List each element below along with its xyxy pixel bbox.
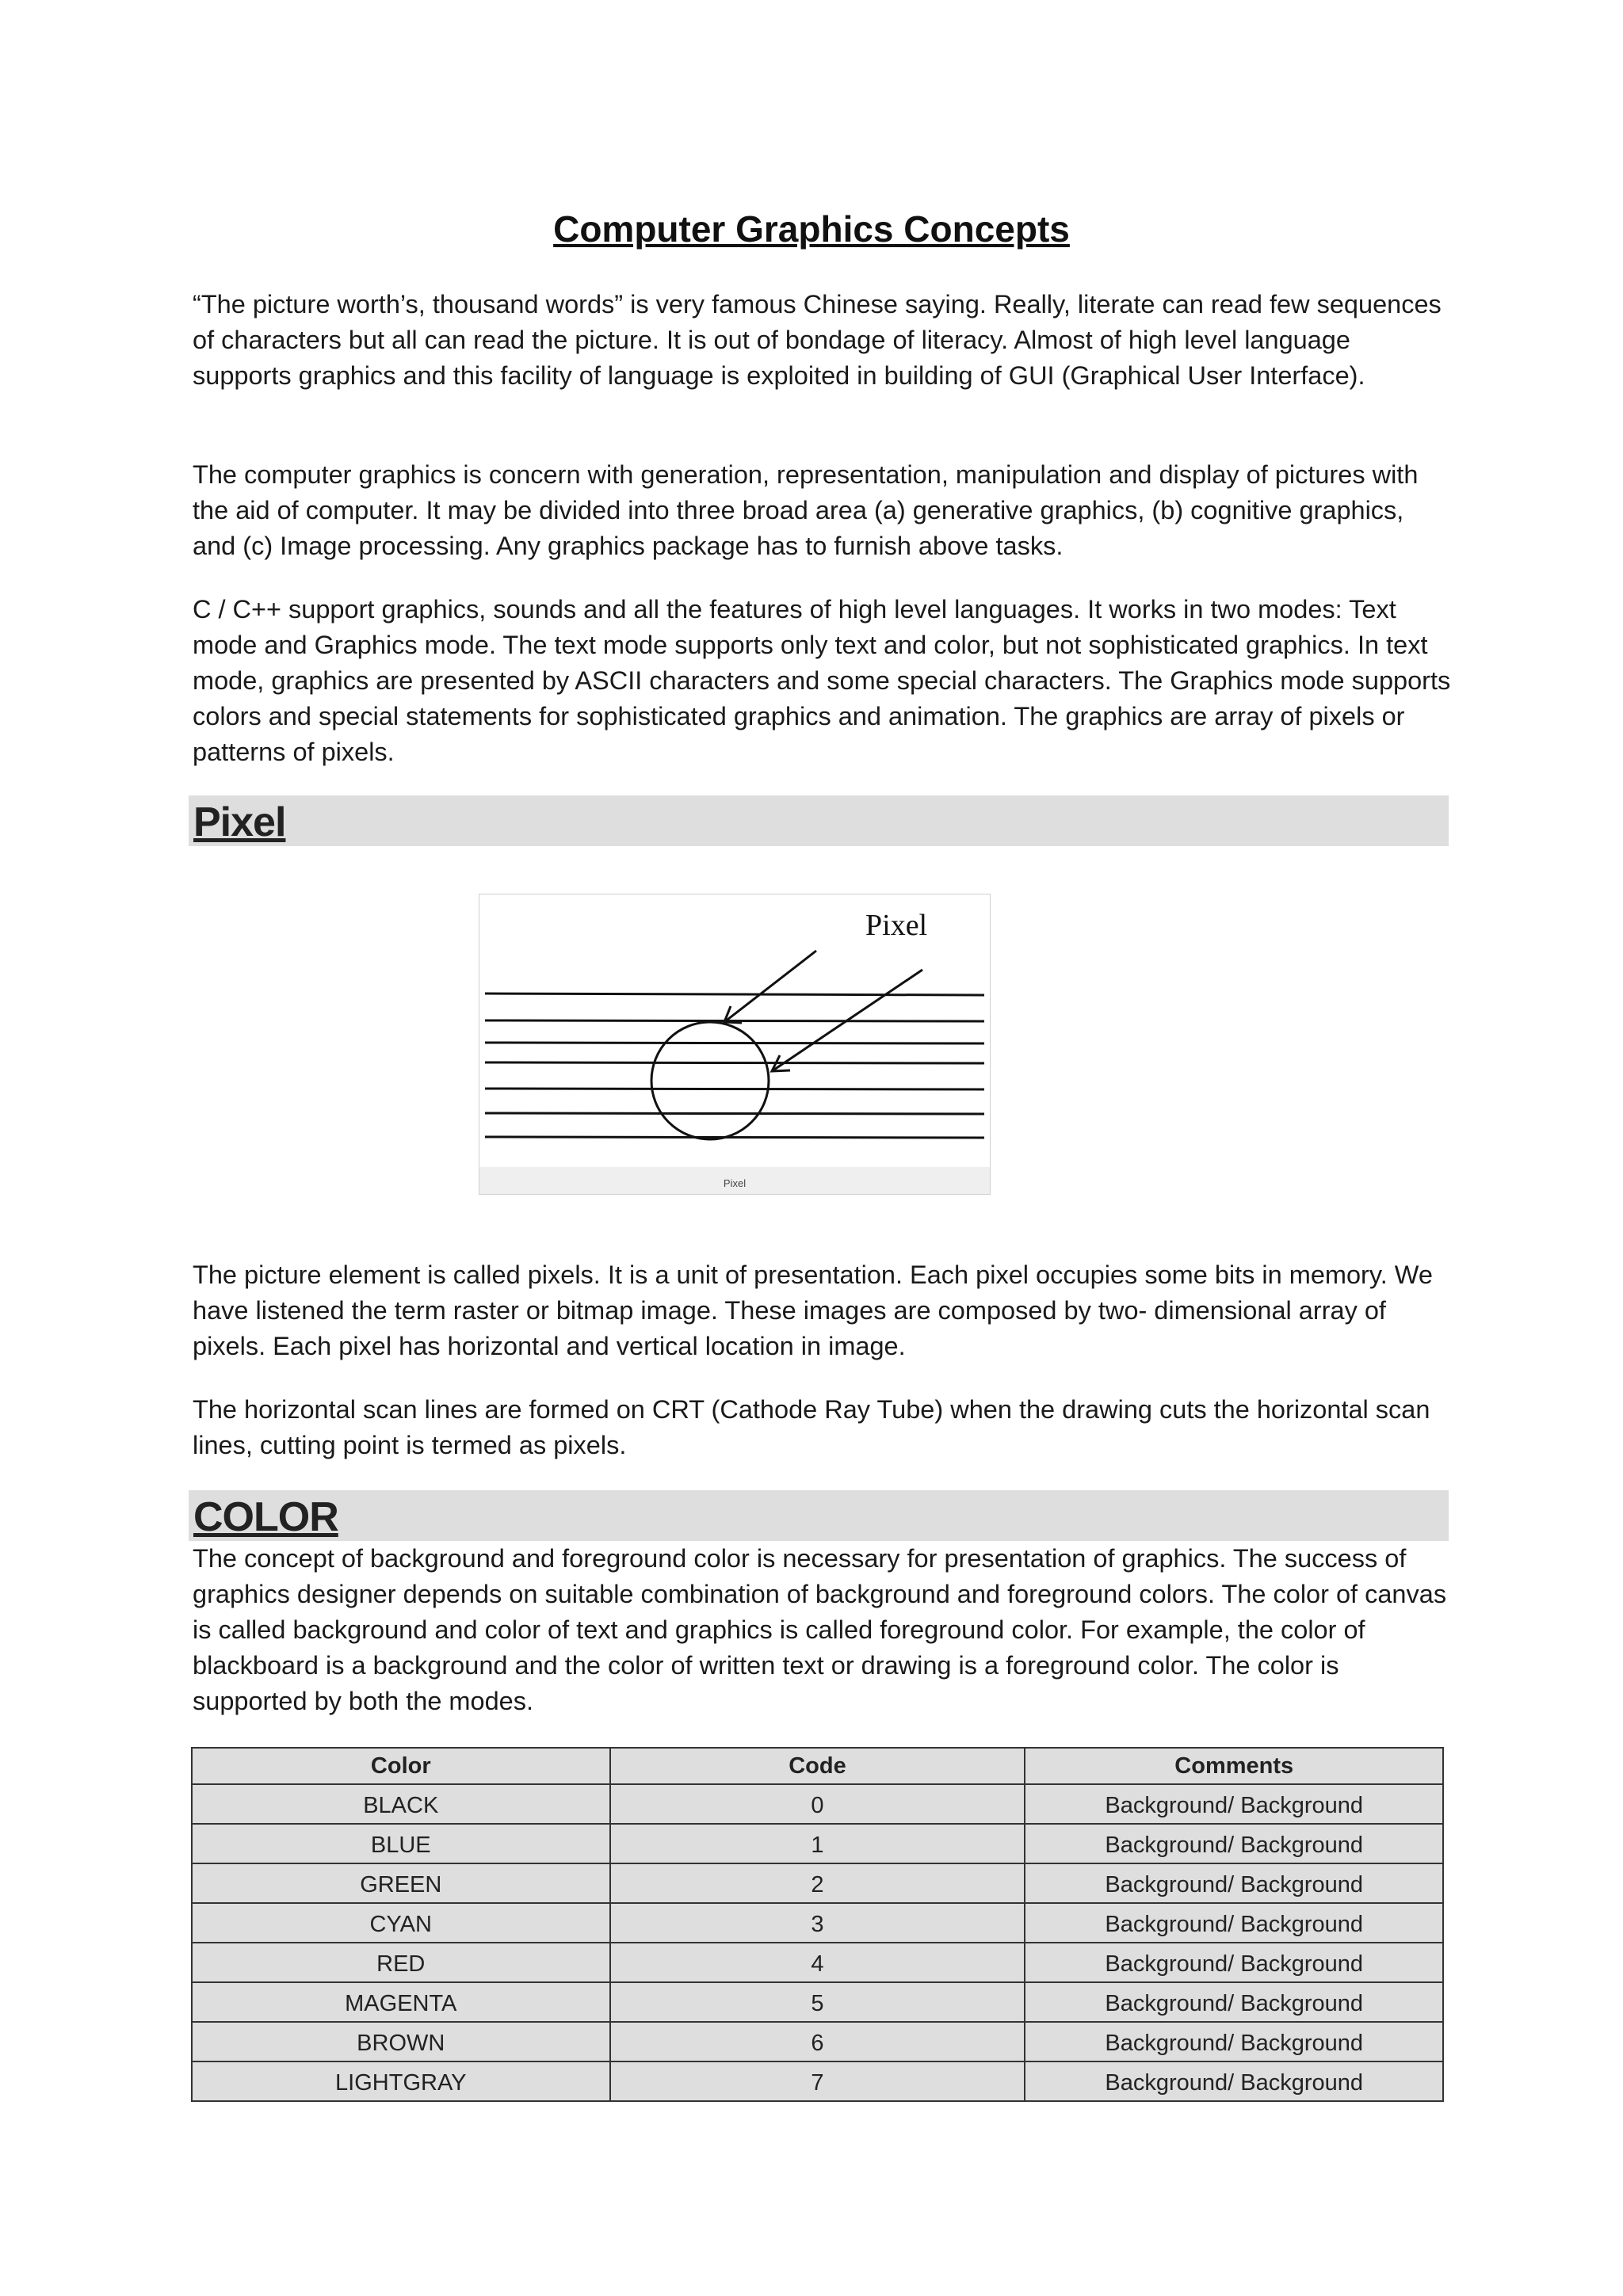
color-code-table <box>191 1747 1444 2102</box>
figure-caption: Pixel <box>723 1177 747 1189</box>
cell-color: GREEN <box>192 1863 610 1903</box>
cell-code: 6 <box>610 2022 1025 2061</box>
cell-code: 1 <box>610 1824 1025 1863</box>
cell-code: 4 <box>610 1943 1025 1982</box>
header-code: Code <box>610 1748 1025 1784</box>
cell-code: 7 <box>610 2061 1025 2101</box>
pixel-paragraph-2: The horizontal scan lines are formed on CRT (Cathode Ray Tube) when the drawing cuts the horizontal scan lines, cutting point is termed as pixels. <box>193 1395 1430 1459</box>
table-row <box>192 1982 1443 2022</box>
scan-line <box>485 1020 984 1021</box>
cell-comments: Background/ Background <box>1025 1982 1443 2022</box>
cell-color: BLUE <box>192 1824 610 1863</box>
color-heading: COLOR <box>193 1494 338 1540</box>
header-color: Color <box>192 1748 610 1784</box>
cell-code: 0 <box>610 1784 1025 1824</box>
cell-comments: Background/ Background <box>1025 1863 1443 1903</box>
scan-line <box>485 1062 984 1063</box>
color-paragraph: The concept of background and foreground color is necessary for presentation of graphics. The success of graphics designer depends on suitable combination of background and foreground colors. The color of canvas is called background and color of text and graphics is called foreground color. For example, the color of blackboard is a background and the color of written text or drawing is a foreground color. The color is supported by both the modes. <box>193 1544 1447 1715</box>
scan-line <box>485 1137 984 1138</box>
cell-code: 5 <box>610 1982 1025 2022</box>
table-row <box>192 1943 1443 1982</box>
scan-line <box>485 994 984 995</box>
table-header-row <box>192 1748 1443 1784</box>
table-row <box>192 1824 1443 1863</box>
cell-comments: Background/ Background <box>1025 1903 1443 1943</box>
intro-paragraph-3: C / C++ support graphics, sounds and all the features of high level languages. It works in two modes: Text mode and Graphics mode. The text mode supports only text and color, but not sophisticated graphics. In text mode, graphics are presented by ASCII characters and some special characters. The Graphics mode supports colors and special statements for sophisticated graphics and animation. The graphics are array of pixels or patterns of pixels. <box>193 595 1451 766</box>
cell-color: LIGHTGRAY <box>192 2061 610 2101</box>
cell-comments: Background/ Background <box>1025 1824 1443 1863</box>
header-comments: Comments <box>1025 1748 1443 1784</box>
pixel-diagram <box>479 894 991 1195</box>
cell-comments: Background/ Background <box>1025 1943 1443 1982</box>
intro-paragraph-1: “The picture worth’s, thousand words” is very famous Chinese saying. Really, literate can read few sequences of characters but all can read the picture. It is out of bondage of literacy. Almost of high level language supports graphics and this facility of language is exploited in building of GUI (Graphical User Interface). <box>193 290 1442 390</box>
cell-color: MAGENTA <box>192 1982 610 2022</box>
intro-paragraph-2: The computer graphics is concern with generation, representation, manipulation and display of pictures with the aid of computer. It may be divided into three broad area (a) generative graphics, (b) cognitive graphics, and (c) Image processing. Any graphics package has to furnish above tasks. <box>193 460 1419 560</box>
cell-comments: Background/ Background <box>1025 1784 1443 1824</box>
pixel-heading: Pixel <box>193 799 286 845</box>
table-row <box>192 1784 1443 1824</box>
cell-comments: Background/ Background <box>1025 2061 1443 2101</box>
page-title: Computer Graphics Concepts <box>553 208 1070 250</box>
color-heading-bar <box>189 1490 1449 1541</box>
pixel-figure <box>479 894 991 1195</box>
cell-color: BROWN <box>192 2022 610 2061</box>
figure-label: Pixel <box>865 909 928 942</box>
table-row <box>192 1903 1443 1943</box>
pixel-heading-bar <box>189 795 1449 846</box>
table-row <box>192 1863 1443 1903</box>
cell-color: RED <box>192 1943 610 1982</box>
scan-line <box>485 1113 984 1114</box>
cell-code: 2 <box>610 1863 1025 1903</box>
cell-color: BLACK <box>192 1784 610 1824</box>
pixel-paragraph-1: The picture element is called pixels. It is a unit of presentation. Each pixel occupies some bits in memory. We have listened the term raster or bitmap image. These images are composed by two- dimensional array of pixels. Each pixel has horizontal and vertical location in image. <box>193 1261 1433 1360</box>
cell-code: 3 <box>610 1903 1025 1943</box>
cell-comments: Background/ Background <box>1025 2022 1443 2061</box>
cell-color: CYAN <box>192 1903 610 1943</box>
table-row <box>192 2022 1443 2061</box>
table-row <box>192 2061 1443 2101</box>
